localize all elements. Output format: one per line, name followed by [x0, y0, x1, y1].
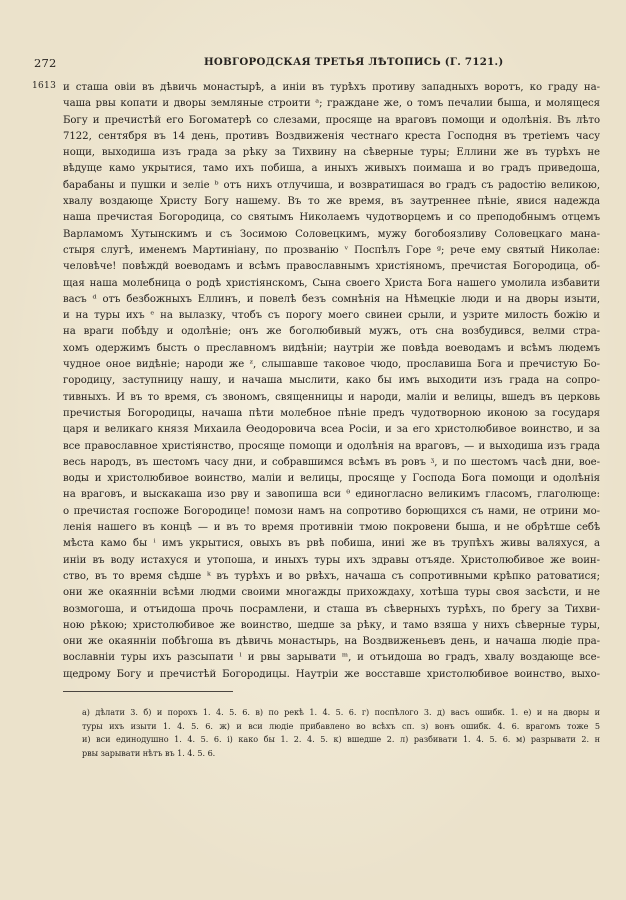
text-line: инiи въ воду истахуся и утопоша, и иныхъ туры ихъ здравы отъяде. Христолюбивое же воин- — [63, 554, 600, 566]
text-line: стыря слугѣ, именемъ Мартинiану, по прозванiю ᵛ Поспѣлъ Горе ᵍ; рече ему святый Николае: — [63, 244, 600, 256]
text-line: и на туры ихъ ᵉ на вылазку, чтобъ съ порогу моего свинеи срыли, и узрите милость божiю и — [63, 310, 600, 322]
chronicle-text — [63, 80, 600, 680]
text-line: все православное христiянство, просяще помощи и одолѣнiя на враговъ, — и выходиша изъ града — [63, 440, 600, 452]
text-line: царя и великаго князя Михаила Ѳеодоровича всеа Росiи, и за его христолюбивое воинство, и за — [63, 424, 600, 436]
text-line: щая наша молебница о родѣ христiянскомъ, Сына своего Христа Бога нашего умолила избавити — [63, 277, 600, 289]
text-line: городицу, заступницу нашу, и начаша мыслити, како бы имъ выходити изъ града на сопро- — [63, 375, 600, 387]
footnotes — [82, 706, 600, 766]
text-line: они же окаяннiи всѣми людми своими многажды прихождаху, хотѣша туры своя засѣсти, и не — [63, 587, 600, 599]
text-line: Богу и пречистѣй его Богоматерѣ со слезами, просяще на враговъ помощи и одолѣнiя. Въ лѣто — [63, 114, 600, 126]
text-line: возмогоша, и отъидоша прочь посрамлени, и сташа въ сѣверныхъ турѣхъ, по брегу за Тихви- — [63, 603, 600, 615]
text-line: чаша рвы копати и дворы земляные строити ᵃ; граждане же, о томъ печалии быша, и молящеся — [63, 98, 600, 110]
text-line: нощи, выходиша изъ града за рѣку за Тихвину на сѣверные туры; Еллини же въ турѣхъ не — [63, 147, 600, 159]
text-line: ство, въ то время сѣдше ᵏ въ турѣхъ и во рвѣхъ, начаша съ сопротивными крѣпко ратоватися; — [63, 570, 600, 582]
footnote-divider — [63, 691, 233, 692]
text-line: ленiя нашего въ концѣ — и въ то время противнiи тмою покровени быша, и не обрѣтше себѣ — [63, 522, 600, 534]
text-line: чудное оное видѣнiе; народи же ᶻ, слышавше таковое чюдо, прославиша Бога и пречистую Бо- — [63, 359, 600, 371]
footnote-line: туры ихъ изыти 1. 4. 5. 6. ж) и вси людiе прибавлено во всѣхъ сп. з) вонъ ошибк. 4. 6. врагомъ тоже 5 — [82, 720, 600, 731]
text-line: васъ ᵈ отъ безбожныхъ Еллинъ, и повелѣ безъ сомнѣнiя на Нѣмецкiе люди и на дворы изыти, — [63, 293, 600, 305]
text-line: о пречистая госпоже Богородице! помози намъ на сопротиво борющихся съ нами, не отрини мо- — [63, 505, 600, 517]
running-title: НОВГОРОДСКАЯ ТРЕТЬЯ ЛѢТОПИСЬ (Г. 7121.) — [204, 56, 504, 68]
text-line: человѣче! повѣждй воеводамъ и всѣмъ православнымъ христiяномъ, пречистая Богородица, об- — [63, 261, 600, 273]
text-line: 7122, сентября въ 14 день, противъ Воздвиженiя честнаго креста Господня въ третiемъ часу — [63, 130, 600, 142]
footnote-line: рвы зарывати нѣтъ въ 1. 4. 5. 6. — [82, 747, 216, 758]
text-line: и сташа овiи въ дѣвичь монастырѣ, а инiи въ турѣхъ противу западныхъ воротъ, ко граду на- — [63, 82, 600, 93]
text-line: мѣста камо бы ⁱ имъ укрытися, овыхъ въ рвѣ побиша, иниi же въ трупѣхъ живы валяхуся, а — [63, 538, 600, 550]
text-line: на враговъ, и выскакаша изо рву и завопиша вси ᶿ единогласно великимъ гласомъ, глаголюще: — [63, 489, 600, 501]
text-line: тивныхъ. И въ то время, съ звономъ, священницы и народи, малiи и велицы, вшедъ въ церковь — [63, 391, 600, 403]
text-line: на враги побѣду и одолѣнiе; онъ же боголюбивый мужъ, отъ сна возбудився, велми стра- — [63, 326, 600, 338]
text-line: вѣдуще камо укрытися, тамо ихъ побиша, а иныхъ живыхъ поимаша и во градъ приведоша, — [63, 163, 600, 175]
text-line: пречистыя Богородицы, начаша пѣти молебное пѣнiе предъ чудотворною иконою за государя — [63, 407, 600, 419]
text-line: наша пречистая Богородица, со святымъ Николаемъ чудотворцемъ и со преподобнымъ отцемъ — [63, 212, 600, 224]
text-line: они же окаяннiи побѣгоша въ дѣвичь монастырь, на Воздвиженьевъ день, и начаша людiе пра- — [63, 636, 600, 648]
page-number: 272 — [34, 56, 57, 70]
text-line: весь народъ, въ шестомъ часу дни, и собравшимся всѣмъ въ ровъ ᶾ, и по шестомъ часѣ дни, вое- — [63, 456, 600, 468]
footnote-line: а) дѣлати 3. б) и порохъ 1. 4. 5. 6. в) по рекѣ 1. 4. 5. 6. г) поспѣлого 3. д) васъ ошибк. 1. е) и на дворы и — [82, 707, 600, 717]
footnote-line: и) вси единодушно 1. 4. 5. 6. i) како бы 1. 2. 4. 5. к) вшедше 2. л) разбивати 1. 4. 5. 6. м) разрывати 2. н — [82, 734, 600, 744]
text-line: воды и христолюбивое воинство, малiи и велицы, просяще у Господа Бога помощи и одолѣнiя — [63, 473, 600, 485]
text-line: хомъ одержимъ бысть о преславномъ видѣнiи; наутрiи же повѣда воеводамъ и всѣмъ людемъ — [63, 342, 600, 354]
margin-year: 1613 — [32, 81, 57, 91]
text-line: вославнiи туры ихъ разсыпати ˡ и рвы зарывати ᵐ, и отъидоша во градъ, хвалу воздающе все- — [63, 652, 600, 664]
text-line: Варламомъ Хутынскимъ и съ Зосимою Соловецкимъ, мужу богобоязливу Соловецкаго мана- — [63, 228, 600, 240]
text-line: хвалу воздающе Христу Богу нашему. Въ то же время, въ заутреннее пѣнiе, явися надежда — [63, 196, 600, 208]
page-header — [34, 56, 598, 72]
text-line: щедрому Богу и пречистѣй Богородицы. Наутрiи же восставше христолюбивое воинство, выхо- — [63, 668, 600, 680]
text-line: барабаны и пушки и зелiе ᵇ отъ нихъ отлучиша, и возвратишася во градъ съ радостiю великою, — [63, 179, 600, 191]
text-line: ною рѣкою; христолюбивое же воинство, шедше за рѣку, и тамо взяша у нихъ сѣверные туры, — [63, 619, 600, 631]
